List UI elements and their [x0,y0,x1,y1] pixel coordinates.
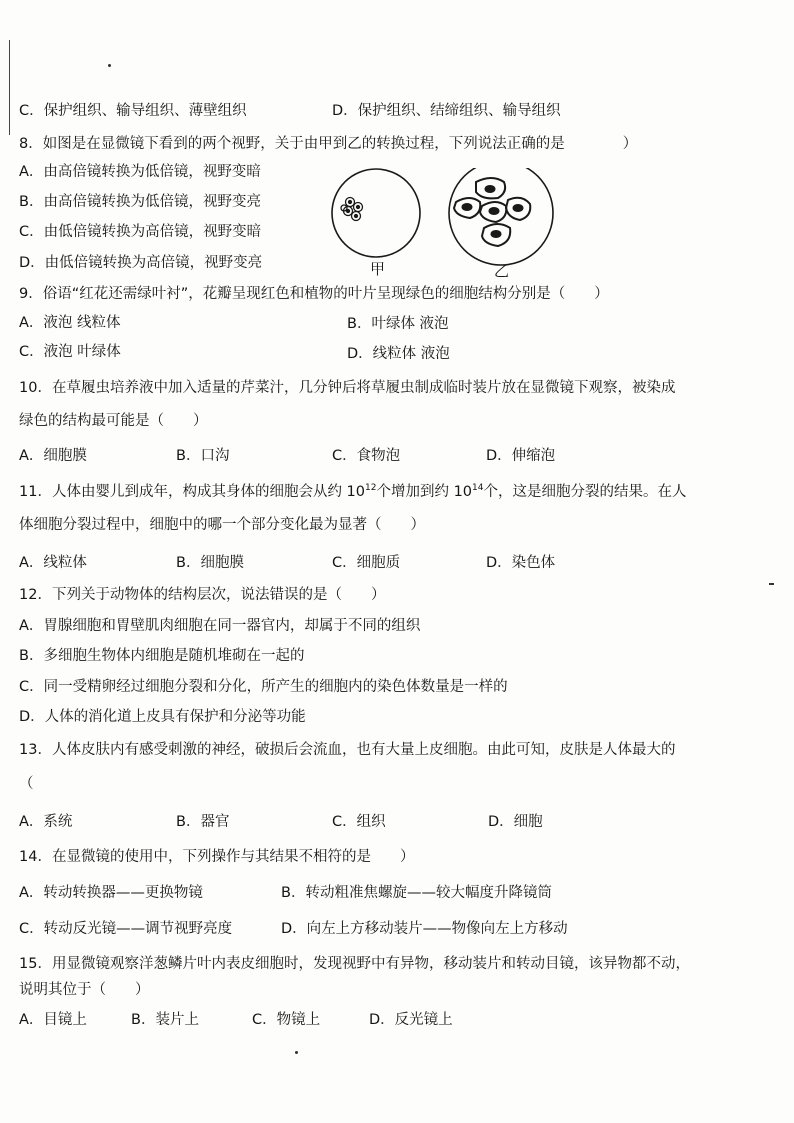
scan-speck [769,583,774,585]
q8-option-b[interactable]: B．由高倍镜转换为低倍镜，视野变亮 [19,194,261,210]
field-yi-cells [454,178,530,246]
q15-stem-line2: 说明其位于（ ） [19,982,150,998]
q7-option-d[interactable]: D．保护组织、结缔组织、输导组织 [332,103,561,119]
q10-option-c[interactable]: C．食物泡 [332,448,401,464]
q14-option-d[interactable]: D．向左上方移动装片——物像向左上方移动 [281,921,568,937]
q14-stem: 14．在显微镜的使用中，下列操作与其结果不相符的是 ） [19,849,415,865]
q13-option-a[interactable]: A．系统 [19,814,73,830]
q8-option-d[interactable]: D．由低倍镜转换为高倍镜，视野变亮 [19,255,263,271]
q14-option-c[interactable]: C．转动反光镜——调节视野亮度 [19,921,233,937]
q12-option-c[interactable]: C．同一受精卵经过细胞分裂和分化，所产生的细胞内的染色体数量是一样的 [19,679,508,695]
q12-stem: 12．下列关于动物体的结构层次，说法错误的是（ ） [19,587,386,603]
q9-option-c[interactable]: C．液泡 叶绿体 [19,344,121,360]
q12-option-b[interactable]: B．多细胞生物体内细胞是随机堆砌在一起的 [19,648,305,664]
q15-option-c[interactable]: C．物镜上 [252,1012,321,1028]
q14-option-a[interactable]: A．转动转换器——更换物镜 [19,885,203,901]
q15-option-a[interactable]: A．目镜上 [19,1012,87,1028]
scan-speck [108,64,111,67]
q8-option-c[interactable]: C．由低倍镜转换为高倍镜，视野变暗 [19,224,262,240]
q10-stem-line2: 绿色的结构最可能是（ ） [19,413,208,429]
q8-stem: 8．如图是在显微镜下看到的两个视野，关于由甲到乙的转换过程，下列说法正确的是 ） [19,136,638,152]
q13-option-b[interactable]: B．器官 [176,814,230,830]
q11-option-c[interactable]: C．细胞质 [332,555,401,571]
q9-option-a[interactable]: A．液泡 线粒体 [19,315,121,331]
q12-option-a[interactable]: A．胃腺细胞和胃壁肌肉细胞在同一器官内，却属于不同的组织 [19,618,421,634]
q10-stem-line1: 10．在草履虫培养液中加入适量的芹菜汁，几分钟后将草履虫制成临时装片放在显微镜下观察，被染成 [19,380,676,396]
exponent-14: 14 [472,483,484,494]
q11-stem-line2: 体细胞分裂过程中，细胞中的哪一个部分变化最为显著（ ） [19,517,425,533]
microscope-fields-drawing [326,168,566,283]
q8-option-a[interactable]: A．由高倍镜转换为低倍镜，视野变暗 [19,164,261,180]
field-jia-circle [332,169,420,257]
q9-option-b[interactable]: B．叶绿体 液泡 [347,316,449,332]
q7-option-c[interactable]: C．保护组织、输导组织、薄壁组织 [19,103,247,119]
scan-edge-line [9,40,10,135]
q11-option-b[interactable]: B．细胞膜 [176,555,244,571]
q12-option-d[interactable]: D．人体的消化道上皮具有保护和分泌等功能 [19,709,306,725]
exponent-12: 12 [365,483,377,494]
scan-speck [295,1051,298,1054]
q11-option-a[interactable]: A．线粒体 [19,555,87,571]
q15-option-d[interactable]: D．反光镜上 [369,1012,453,1028]
q13-stem-line1: 13．人体皮肤内有感受刺激的神经，破损后会流血，也有大量上皮细胞。由此可知，皮肤是人体最大的 [19,742,676,758]
microscope-fields-figure [326,168,566,283]
q13-option-c[interactable]: C．组织 [332,814,386,830]
q15-option-b[interactable]: B．装片上 [131,1012,199,1028]
field-jia-cells [341,198,363,221]
q11-stem-line1: 11．人体由婴儿到成年，构成其身体的细胞会从约 $10^{12}$个增加到约 $10^{14}$个，这是细胞分裂的结果。在人 [19,483,687,500]
field-yi-label: 乙 [494,262,510,280]
q10-option-b[interactable]: B．口沟 [176,448,230,464]
q9-stem: 9．俗语“红花还需绿叶衬”，花瓣呈现红色和植物的叶片呈现绿色的细胞结构分别是（ ） [19,286,609,302]
q13-option-d[interactable]: D．细胞 [488,814,543,830]
q14-option-b[interactable]: B．转动粗准焦螺旋——较大幅度升降镜筒 [281,885,552,901]
q13-stem-line2: （ [19,776,34,792]
q10-option-d[interactable]: D．伸缩泡 [486,448,556,464]
q15-stem-line1: 15．用显微镜观察洋葱鳞片叶内表皮细胞时，发现视野中有异物，移动装片和转动目镜，该异物都不动， [19,956,690,972]
field-jia-label: 甲 [370,260,386,278]
q9-option-d[interactable]: D．线粒体 液泡 [347,346,450,362]
q11-option-d[interactable]: D．染色体 [486,555,556,571]
q10-option-a[interactable]: A．细胞膜 [19,448,87,464]
